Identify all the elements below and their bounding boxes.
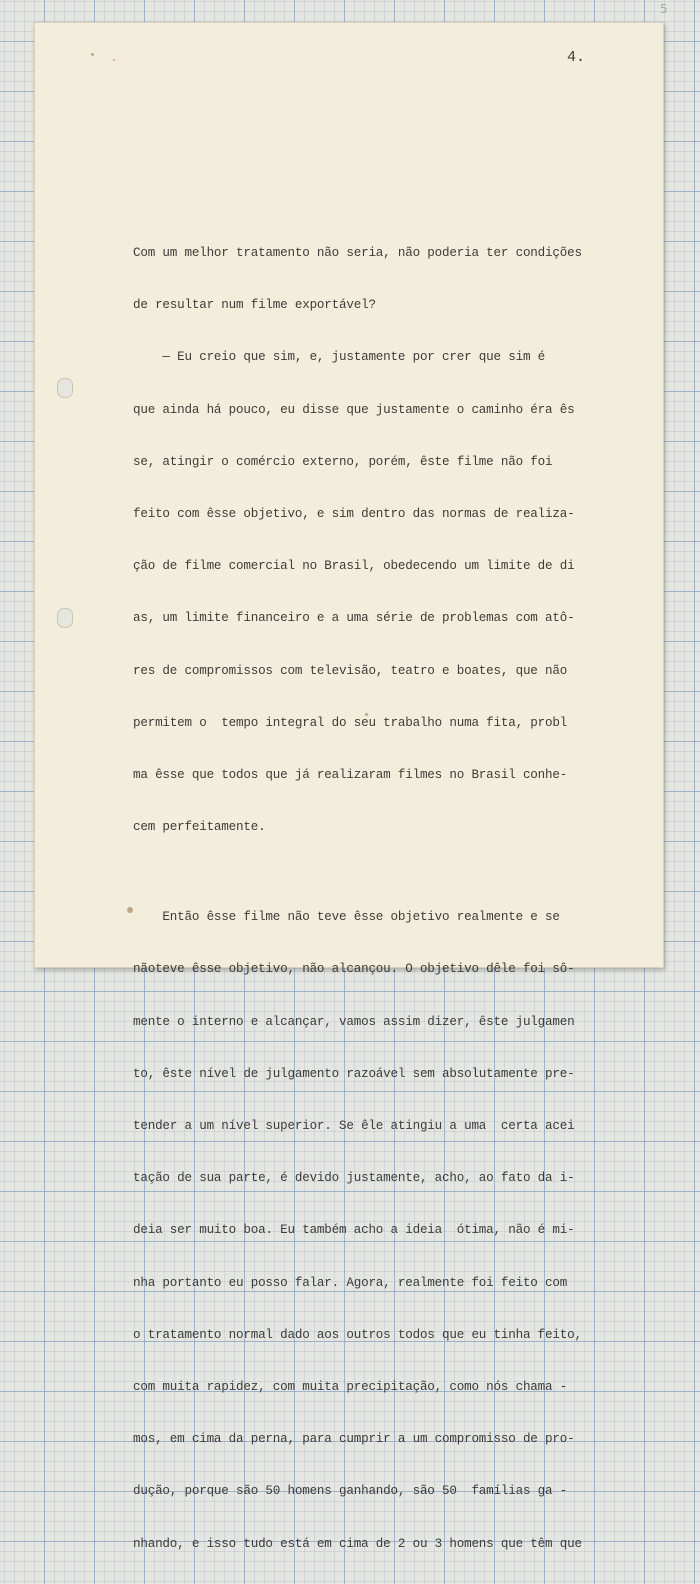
text-line: o tratamento normal dado aos outros todos que eu tinha feito, (133, 1327, 582, 1342)
text-line: Então êsse filme não teve êsse objetivo realmente e se (133, 910, 560, 925)
text-line: nhando, e isso tudo está em cima de 2 ou 3 homens que têm que (133, 1536, 582, 1551)
text-line: ma êsse que todos que já realizaram filmes no Brasil conhe- (133, 767, 568, 782)
text-line: que ainda há pouco, eu disse que justamente o caminho éra ês (133, 402, 575, 417)
text-line: tender a um nível superior. Se êle atingiu a uma certa acei (133, 1119, 575, 1133)
text-line: de resultar num filme exportável? (133, 298, 376, 313)
punch-hole (57, 378, 73, 398)
text-line: to, êste nível de julgamento razoável sem absolutamente pre- (133, 1066, 575, 1081)
text-line: dução, porque são 50 homens ganhando, são 50 famílias ga - (133, 1484, 568, 1499)
text-line: as, um limite financeiro e a uma série de problemas com atô- (133, 611, 575, 626)
text-line: feito com êsse objetivo, e sim dentro das normas de realiza- (133, 506, 575, 521)
page-number: 4. (566, 49, 585, 66)
text-line: mos, em cima da perna, para cumprir a um compromisso de pro- (133, 1432, 575, 1447)
punch-hole (57, 608, 73, 628)
text-line: cem perfeitamente. (133, 820, 266, 835)
stain-spot (113, 59, 115, 61)
text-line: tação de sua parte, é devido justamente, acho, ao fato da i- (133, 1171, 575, 1186)
typed-text (133, 213, 603, 1584)
text-line: — Eu creio que sim, e, justamente por crer que sim é (133, 350, 546, 365)
document-page (34, 22, 664, 1551)
corner-mark: 5 (660, 2, 668, 16)
text-line: nha portanto eu posso falar. Agora, realmente foi feito com (133, 1275, 568, 1290)
text-line: permitem o tempo integral do seu trabalho numa fita, probl (133, 715, 568, 730)
stain-spot (91, 53, 94, 56)
text-line: se, atingir o comércio externo, porém, êste filme não foi (133, 454, 553, 469)
text-line: Com um melhor tratamento não seria, não poderia ter condições (133, 246, 582, 260)
paragraph-gap (133, 867, 603, 877)
text-line: mente o interno e alcançar, vamos assim dizer, êste julgamen (133, 1014, 575, 1029)
text-line: ção de filme comercial no Brasil, obedecendo um limite de di (133, 559, 575, 574)
text-line: nãoteve êsse objetivo, não alcançou. O objetivo dêle foi sô- (133, 962, 575, 977)
text-line: res de compromissos com televisão, teatro e boates, que não (133, 663, 568, 678)
text-line: deia ser muito boa. Eu também acho a ideia ótima, não é mi- (133, 1223, 575, 1238)
text-line: com muita rapidez, com muita precipitação, como nós chama - (133, 1379, 568, 1394)
